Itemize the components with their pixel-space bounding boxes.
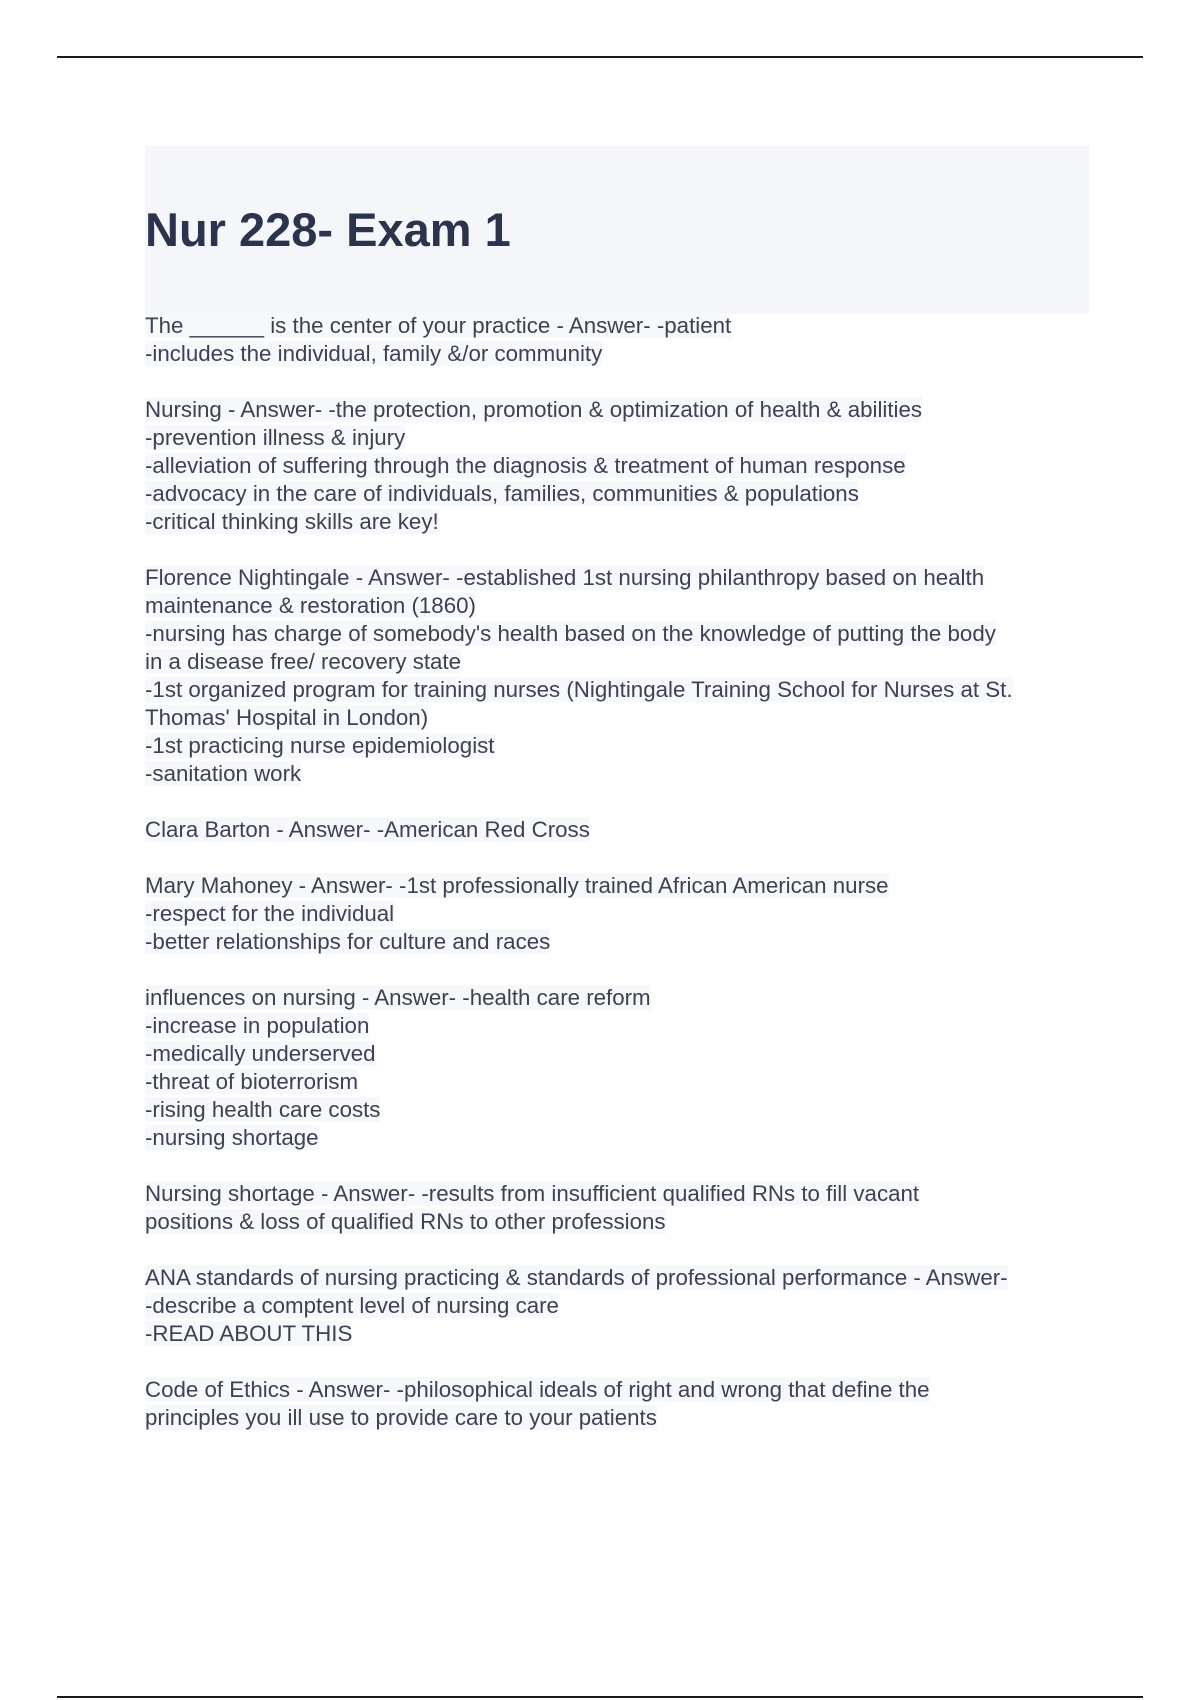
qa-line-text: -increase in population: [145, 1013, 370, 1038]
qa-term-line: [145, 984, 1089, 1012]
qa-answer-line: [145, 1040, 1089, 1068]
qa-line-text: ANA standards of nursing practicing & standards of professional performance - Answer-: [145, 1265, 1008, 1290]
qa-line-text: -critical thinking skills are key!: [145, 509, 439, 534]
qa-answer-line: [145, 1208, 1089, 1236]
qa-line-text: in a disease free/ recovery state: [145, 649, 462, 674]
qa-term-line: [145, 1264, 1089, 1292]
qa-answer-line: [145, 928, 1089, 956]
qa-line-text: The ______ is the center of your practice - Answer- -patient: [145, 313, 732, 338]
qa-answer-line: [145, 704, 1089, 732]
qa-line-text: -threat of bioterrorism: [145, 1069, 359, 1094]
qa-entry: [145, 816, 1089, 844]
qa-entry: [145, 1264, 1089, 1348]
qa-line-text: maintenance & restoration (1860): [145, 593, 476, 618]
qa-line-text: -better relationships for culture and races: [145, 929, 551, 954]
qa-line-text: positions & loss of qualified RNs to other professions: [145, 1209, 666, 1234]
qa-entry: [145, 984, 1089, 1152]
qa-answer-line: [145, 1292, 1089, 1320]
qa-line-text: -1st organized program for training nurses (Nightingale Training School for Nurses at St.: [145, 677, 1013, 702]
qa-line-text: Nursing - Answer- -the protection, promotion & optimization of health & abilities: [145, 397, 923, 422]
qa-answer-line: [145, 1096, 1089, 1124]
qa-term-line: [145, 872, 1089, 900]
qa-line-text: Code of Ethics - Answer- -philosophical ideals of right and wrong that define the: [145, 1377, 930, 1402]
qa-line-text: -rising health care costs: [145, 1097, 381, 1122]
qa-line-text: -READ ABOUT THIS: [145, 1321, 353, 1346]
qa-term-line: [145, 564, 1089, 592]
qa-line-text: -medically underserved: [145, 1041, 376, 1066]
qa-entry: [145, 564, 1089, 788]
document-title: Nur 228- Exam 1: [145, 203, 511, 256]
qa-entry: [145, 312, 1089, 368]
qa-answer-line: [145, 1404, 1089, 1432]
qa-entry: [145, 1376, 1089, 1432]
qa-line-text: -nursing has charge of somebody's health based on the knowledge of putting the body: [145, 621, 996, 646]
qa-line-text: Mary Mahoney - Answer- -1st professionally trained African American nurse: [145, 873, 889, 898]
qa-answer-line: [145, 340, 1089, 368]
qa-line-text: Nursing shortage - Answer- -results from insufficient qualified RNs to fill vacant: [145, 1181, 920, 1206]
qa-line-text: Thomas' Hospital in London): [145, 705, 429, 730]
qa-answer-line: [145, 732, 1089, 760]
qa-answer-line: [145, 1012, 1089, 1040]
qa-answer-line: [145, 620, 1089, 648]
qa-term-line: [145, 396, 1089, 424]
qa-answer-line: [145, 424, 1089, 452]
qa-line-text: Florence Nightingale - Answer- -established 1st nursing philanthropy based on health: [145, 565, 985, 590]
qa-answer-line: [145, 480, 1089, 508]
qa-answer-line: [145, 1068, 1089, 1096]
top-rule: [57, 56, 1143, 58]
qa-term-line: [145, 816, 1089, 844]
qa-term-line: [145, 1376, 1089, 1404]
qa-line-text: -advocacy in the care of individuals, families, communities & populations: [145, 481, 859, 506]
qa-answer-line: [145, 648, 1089, 676]
qa-line-text: -nursing shortage: [145, 1125, 319, 1150]
qa-answer-line: [145, 900, 1089, 928]
qa-answer-line: [145, 1124, 1089, 1152]
qa-entry: [145, 396, 1089, 536]
qa-answer-line: [145, 676, 1089, 704]
qa-answer-line: [145, 1320, 1089, 1348]
qa-line-text: influences on nursing - Answer- -health care reform: [145, 985, 651, 1010]
qa-line-text: principles you ill use to provide care to your patients: [145, 1405, 657, 1430]
bottom-rule: [57, 1696, 1143, 1698]
qa-line-text: -prevention illness & injury: [145, 425, 406, 450]
qa-term-line: [145, 312, 1089, 340]
qa-entry: [145, 872, 1089, 956]
qa-answer-line: [145, 508, 1089, 536]
qa-line-text: -1st practicing nurse epidemiologist: [145, 733, 495, 758]
qa-entry: [145, 1180, 1089, 1236]
qa-line-text: -sanitation work: [145, 761, 302, 786]
qa-term-line: [145, 1180, 1089, 1208]
qa-answer-line: [145, 452, 1089, 480]
qa-answer-line: [145, 592, 1089, 620]
document-body: [145, 312, 1089, 1460]
qa-line-text: -alleviation of suffering through the diagnosis & treatment of human response: [145, 453, 906, 478]
qa-line-text: -describe a comptent level of nursing care: [145, 1293, 559, 1318]
qa-answer-line: [145, 760, 1089, 788]
qa-line-text: -respect for the individual: [145, 901, 395, 926]
qa-line-text: -includes the individual, family &/or community: [145, 341, 603, 366]
qa-line-text: Clara Barton - Answer- -American Red Cross: [145, 817, 590, 842]
